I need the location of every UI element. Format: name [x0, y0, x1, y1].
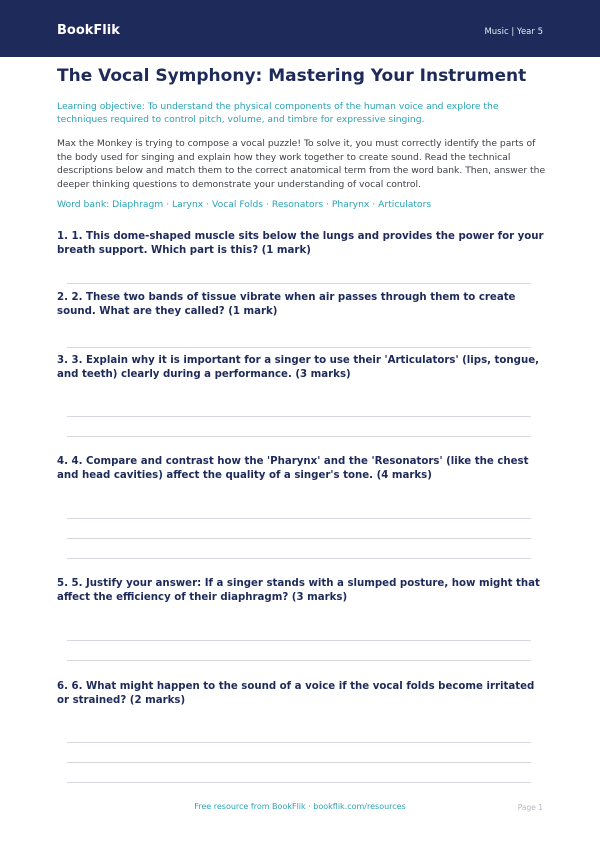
question-4: 4. 4. Compare and contrast how the 'Pharynx' and the 'Resonators' (like the chest and head cavities) affect the quality of a singer's tone. (4 marks)	[57, 456, 529, 481]
answer-line[interactable]	[67, 742, 531, 743]
answer-line[interactable]	[67, 660, 531, 661]
answer-line[interactable]	[67, 416, 531, 417]
answer-line[interactable]	[67, 283, 531, 284]
word-bank: Word bank: Diaphragm · Larynx · Vocal Folds · Resonators · Pharynx · Articulators	[57, 199, 432, 210]
answer-line[interactable]	[67, 538, 531, 539]
answer-line[interactable]	[67, 640, 531, 641]
intro-paragraph: Max the Monkey is trying to compose a vocal puzzle! To solve it, you must correctly identify the parts of the body used for singing and explain how they work together to create sound. Read the technical descriptions below and match them to the correct anatomical term from the word bank. Then, answer the deeper thinking questions to demonstrate your understanding of vocal control.	[57, 138, 546, 190]
brand-logo: BookFlik	[57, 23, 120, 38]
footer-credit: Free resource from BookFlik · bookflik.com/resources	[194, 802, 406, 811]
answer-line[interactable]	[67, 762, 531, 763]
question-3: 3. 3. Explain why it is important for a singer to use their 'Articulators' (lips, tongue, and teeth) clearly during a performance. (3 marks)	[57, 355, 540, 380]
page-header	[0, 0, 600, 57]
question-5: 5. 5. Justify your answer: If a singer stands with a slumped posture, how might that affect the efficiency of their diaphragm? (3 marks)	[57, 578, 540, 603]
learning-objective: Learning objective: To understand the physical components of the human voice and explore the techniques required to control pitch, volume, and timbre for expressive singing.	[57, 101, 499, 125]
answer-line[interactable]	[67, 518, 531, 519]
question-2: 2. 2. These two bands of tissue vibrate when air passes through them to create sound. What are they called? (1 mark)	[57, 292, 516, 317]
page-title: The Vocal Symphony: Mastering Your Instrument	[57, 66, 527, 86]
question-1: 1. 1. This dome-shaped muscle sits below the lungs and provides the power for your breath support. Which part is this? (1 mark)	[57, 231, 544, 256]
page-number: Page 1	[517, 803, 543, 812]
answer-line[interactable]	[67, 436, 531, 437]
answer-line[interactable]	[67, 782, 531, 783]
answer-line[interactable]	[67, 347, 531, 348]
answer-line[interactable]	[67, 558, 531, 559]
subject-label: Music | Year 5	[484, 27, 543, 37]
question-6: 6. 6. What might happen to the sound of a voice if the vocal folds become irritated or strained? (2 marks)	[57, 681, 535, 706]
